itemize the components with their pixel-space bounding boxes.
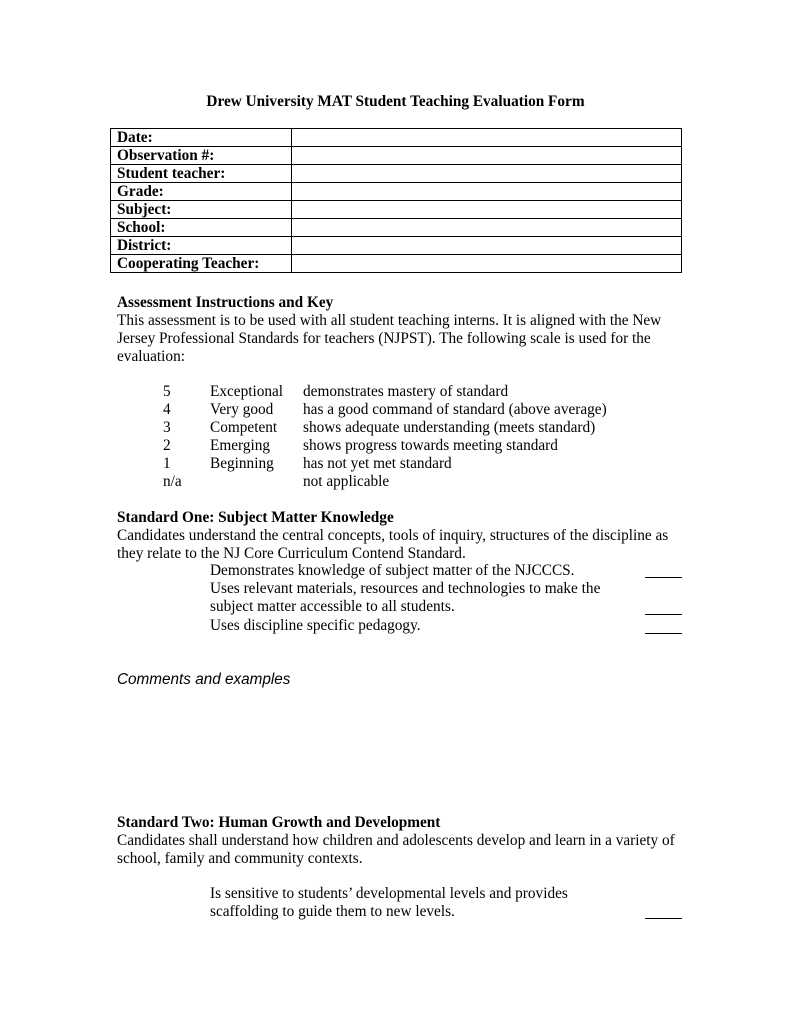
info-label: Date: [111, 129, 292, 147]
info-row-district [111, 237, 682, 255]
info-label: School: [111, 219, 292, 237]
scale-description: has not yet met standard [303, 455, 452, 472]
info-row-subject [111, 201, 682, 219]
instructions-heading: Assessment Instructions and Key [117, 294, 334, 311]
scale-description: not applicable [303, 473, 390, 490]
instructions-body: This assessment is to be used with all student teaching interns. It is aligned with the New Jersey Professional Standards for teachers (NJPST). The following scale is used for the evaluation: [117, 312, 662, 365]
info-label: Student teacher: [111, 165, 292, 183]
standard-two-section [117, 814, 677, 868]
rating-blank[interactable] [645, 633, 682, 634]
date-field[interactable] [292, 129, 682, 147]
form-title: Drew University MAT Student Teaching Evaluation Form [206, 93, 585, 110]
info-row-cooperating-teacher [111, 255, 682, 273]
info-label: Subject: [111, 201, 292, 219]
info-label: Grade: [111, 183, 292, 201]
standard-one-section [117, 509, 677, 563]
scale-description: shows progress towards meeting standard [303, 437, 558, 454]
scale-number: n/a [163, 473, 182, 490]
scale-number: 5 [163, 383, 171, 400]
scale-number: 2 [163, 437, 171, 454]
info-label: District: [111, 237, 292, 255]
scale-number: 3 [163, 419, 171, 436]
scale-description: demonstrates mastery of standard [303, 383, 509, 400]
subject-field[interactable] [292, 201, 682, 219]
rating-blank[interactable] [645, 614, 682, 615]
scale-number: 4 [163, 401, 171, 418]
student-teacher-field[interactable] [292, 165, 682, 183]
school-field[interactable] [292, 219, 682, 237]
info-row-school [111, 219, 682, 237]
standard-two-heading: Standard Two: Human Growth and Development [117, 814, 441, 831]
standard-one-item: Demonstrates knowledge of subject matter of the NJCCCS. [210, 562, 575, 579]
info-row-date [111, 129, 682, 147]
rating-blank[interactable] [645, 577, 682, 578]
info-row-observation [111, 147, 682, 165]
standard-two-item: Is sensitive to students’ developmental levels and provides scaffolding to guide them to new levels. [210, 885, 568, 920]
info-row-student-teacher [111, 165, 682, 183]
instructions-section [117, 294, 677, 366]
info-label: Cooperating Teacher: [111, 255, 292, 273]
scale-name: Beginning [210, 455, 274, 472]
scale-name: Emerging [210, 437, 271, 454]
district-field[interactable] [292, 237, 682, 255]
info-label: Observation #: [111, 147, 292, 165]
standard-one-body: Candidates understand the central concepts, tools of inquiry, structures of the discipline as they relate to the NJ Core Curriculum Contend Standard. [117, 527, 669, 562]
info-row-grade [111, 183, 682, 201]
comments-label: Comments and examples [117, 671, 291, 688]
scale-name: Exceptional [210, 383, 284, 400]
standard-one-item: Uses relevant materials, resources and technologies to make the subject matter accessible to all students. [210, 580, 601, 615]
scale-description: shows adequate understanding (meets standard) [303, 419, 596, 436]
standard-one-heading: Standard One: Subject Matter Knowledge [117, 509, 394, 526]
cooperating-teacher-field[interactable] [292, 255, 682, 273]
grade-field[interactable] [292, 183, 682, 201]
standard-one-item: Uses discipline specific pedagogy. [210, 617, 421, 634]
info-table [110, 128, 682, 273]
standard-two-body: Candidates shall understand how children and adolescents develop and learn in a variety of school, family and community contexts. [117, 832, 675, 867]
scale-description: has a good command of standard (above average) [303, 401, 607, 418]
rating-blank[interactable] [645, 918, 682, 919]
observation-number-field[interactable] [292, 147, 682, 165]
scale-name: Competent [210, 419, 278, 436]
scale-name: Very good [210, 401, 274, 418]
scale-number: 1 [163, 455, 171, 472]
